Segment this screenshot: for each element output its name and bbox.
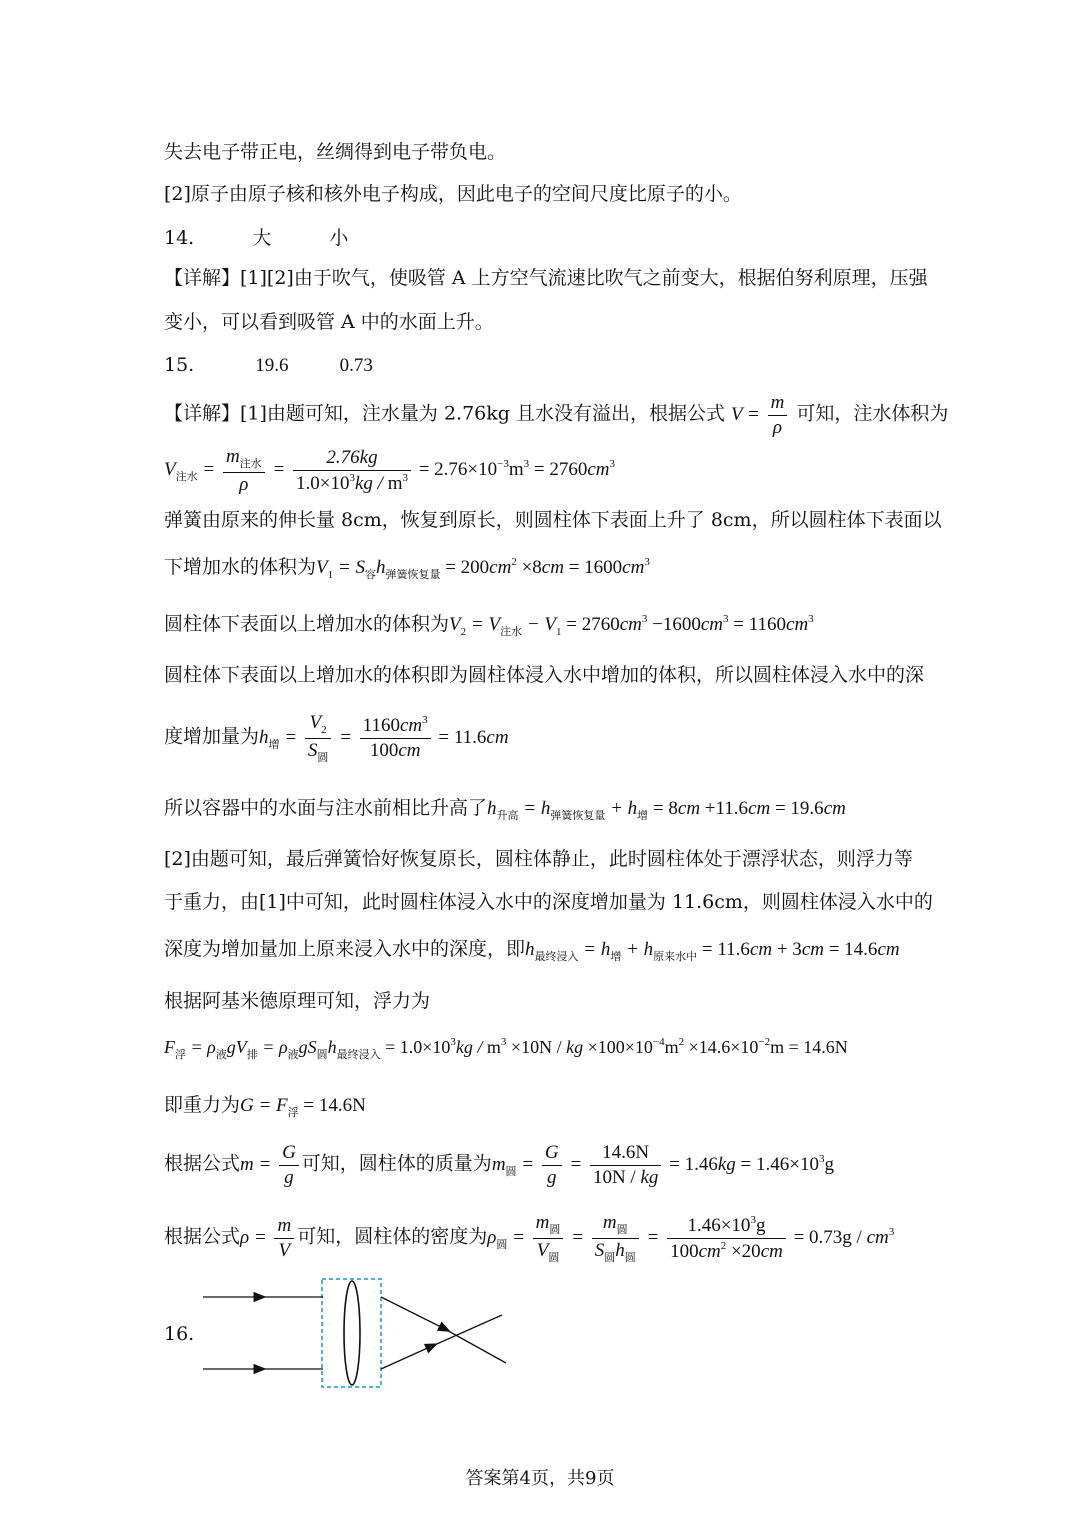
text-line-13-part-a: 度增加量为 (164, 725, 260, 748)
text-line-13 (164, 712, 509, 764)
text-line-10-part-a: 下增加水的体积为 (164, 556, 317, 578)
text-line-5: 变小，可以看到吸管 A 中的水面上升。 (164, 311, 494, 333)
text-line-10 (164, 556, 650, 582)
text-line-7-part-b: 可知，注水体积为 (796, 402, 949, 425)
text-line-11-part-a: 圆柱体下表面以上增加水的体积为 (164, 613, 450, 635)
question-number-15: 15. (164, 354, 195, 376)
text-line-17-part-a: 深度为增加量加上原来浸入水中的深度，即 (164, 938, 526, 960)
formula-v2: $V_2 = V_{注水} - V_1 = 2760cm^3 -1600cm^3 = 1160cm^3$ (449, 613, 814, 638)
question-number-14: 14. (164, 227, 195, 249)
answer-14-blank-2: 小 (329, 227, 349, 249)
formula-density: $\rho_圆$ = $\frac{m_圆}{V_圆}$ = $\frac{m_圆}{S_圆h_圆}$ = $\frac{1.46\times 10^3g}{100cm^2 \times 20cm}$ = $0.73g / cm^3$ (487, 1212, 895, 1264)
formula-volume-definition: V = $\frac{m}{\rho}$ (731, 404, 790, 425)
question-number-16: 16. (164, 1323, 195, 1345)
answer-14 (164, 227, 348, 250)
text-line-20-part-a: 即重力为 (164, 1094, 241, 1116)
convex-lens-ray-diagram (200, 1274, 520, 1394)
text-line-7-part-a: 【详解】[1]由题可知，注水量为 2.76kg 且水没有溢出，根据公式 (164, 402, 725, 425)
text-line-22 (164, 1212, 894, 1264)
formula-gravity: $G = F_浮 = 14.6N$ (240, 1095, 366, 1119)
text-line-1: 失去电子带正电，丝绸得到电子带负电。 (164, 141, 507, 163)
text-line-16: 于重力，由[1]中可知，此时圆柱体浸入水中的深度增加量为 11.6cm，则圆柱体浸入水中的 (164, 891, 933, 913)
text-line-2: [2]原子由原子核和核外电子构成，因此电子的空间尺度比原子的小。 (164, 183, 742, 205)
formula-mass-definition: m = $\frac{G}{g}$ (240, 1154, 302, 1175)
formula-h-increase: $h_增$ = $\frac{V_2}{S_圆}$ = $\frac{1160cm^3}{100cm}$ = 11.6cm (259, 712, 509, 764)
text-line-12: 圆柱体下表面以上增加水的体积即为圆柱体浸入水中增加的体积，所以圆柱体浸入水中的深 (164, 664, 925, 686)
formula-density-definition: ρ = $\frac{m}{V}$ (240, 1227, 297, 1248)
formula-injected-volume: $V_{注水}$ = $\frac{m_{注水}}{\rho}$ = $\frac{2.76kg}{1.0\times 10^3kg / m^3}$ = $2.76\times 10^{-3}m^3 = 2760cm^3$ (164, 446, 616, 495)
text-line-22-part-a: 根据公式 (164, 1225, 241, 1248)
text-line-22-part-b: 可知，圆柱体的密度为 (297, 1225, 488, 1248)
text-line-21-part-a: 根据公式 (164, 1152, 241, 1175)
convex-lens (344, 1281, 360, 1385)
answer-15 (164, 354, 373, 378)
text-line-4: 【详解】[1][2]由于吹气，使吸管 A 上方空气流速比吹气之前变大，根据伯努利原理，压强 (164, 267, 928, 289)
text-line-7 (164, 392, 948, 439)
answer-15-blank-2: 0.73 (339, 355, 373, 376)
text-line-17 (164, 938, 900, 964)
text-line-20 (164, 1094, 366, 1120)
formula-mass: $m_圆$ = $\frac{G}{g}$ = $\frac{14.6N}{10N / kg}$ = $1.46kg = 1.46\times 10^3g$ (491, 1142, 834, 1188)
refracted-ray-bottom (381, 1346, 432, 1369)
refracted-ray-top (381, 1297, 445, 1329)
formula-v1: $V_1 = S_容h_{弹簧恢复量} = 200cm^2 \times 8cm = 1600cm^3$ (316, 556, 650, 581)
answer-14-blank-1: 大 (252, 227, 272, 249)
answer-15-blank-1: 19.6 (255, 355, 289, 376)
text-line-14-part-a: 所以容器中的水面与注水前相比升高了 (164, 797, 488, 819)
formula-h-final: $h_{最终浸入} = h_增 + h_{原来水中} = 11.6cm + 3cm = 14.6cm$ (525, 939, 900, 963)
formula-h-rise: $h_{升高} = h_{弹簧恢复量} + h_增 = 8cm +11.6cm = 19.6cm$ (487, 798, 846, 822)
text-line-11 (164, 613, 814, 639)
text-line-9: 弹簧由原来的伸长量 8cm，恢复到原长，则圆柱体下表面上升了 8cm，所以圆柱体下表面以 (164, 509, 942, 531)
formula-buoyancy: $F_浮 = \rho_液gV_排 = \rho_液gS_圆h_{最终浸入} = 1.0\times 10^3kg / m^3 \times 10N$ / kg $\times 100\times 10^{-4}m^2 \times 14.6\times 10^{-2}m = 14.6N$ (164, 1036, 848, 1061)
text-line-15: [2]由题可知，最后弹簧恰好恢复原长，圆柱体静止，此时圆柱体处于漂浮状态，则浮力等 (164, 848, 913, 870)
text-line-21 (164, 1142, 834, 1189)
text-line-14 (164, 797, 846, 823)
text-line-18: 根据阿基米德原理可知，浮力为 (164, 990, 431, 1012)
lens-box (322, 1279, 381, 1387)
text-line-21-part-b: 可知，圆柱体的质量为 (301, 1152, 492, 1175)
page-footer: 答案第4页，共9页 (465, 1468, 615, 1489)
